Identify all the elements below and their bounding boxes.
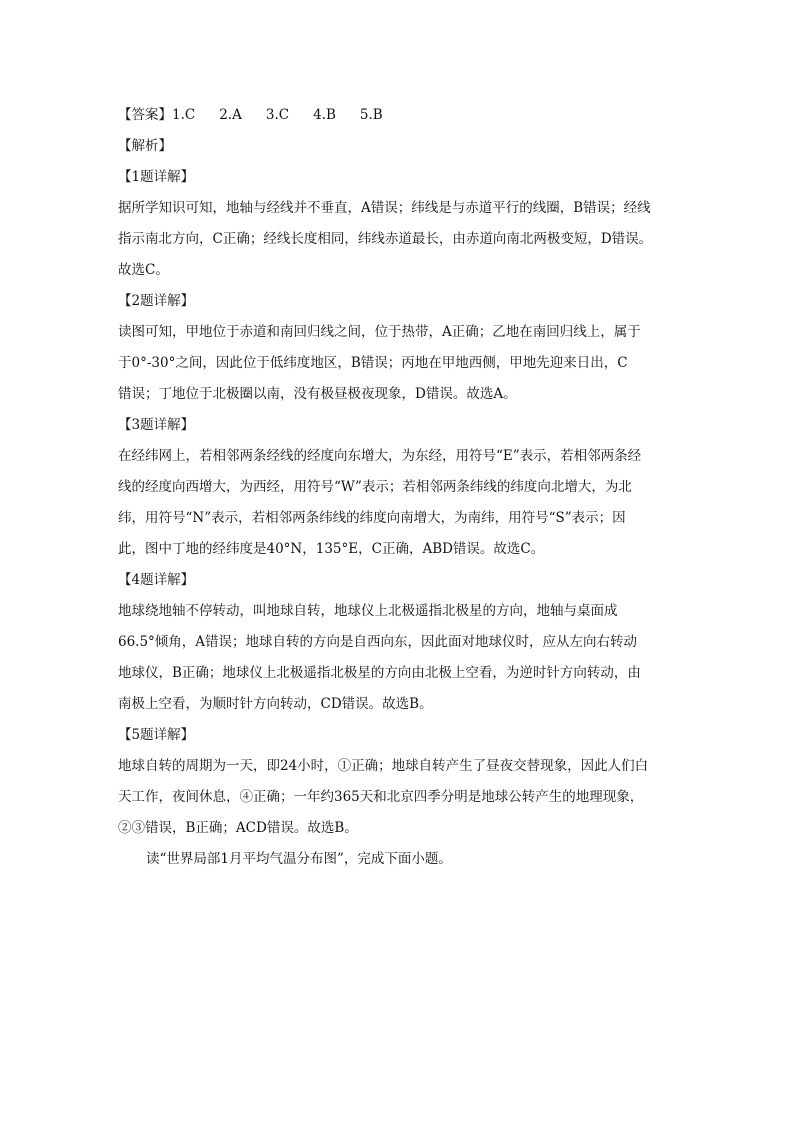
answer-item: 1.C: [172, 107, 196, 123]
paragraph-line: 在经纬网上，若相邻两条经线的经度向东增大，为东经，用符号“E”表示，若相邻两条经: [118, 448, 642, 464]
paragraph-line: 66.5°倾角，A错误；地球自转的方向是自西向东，因此面对地球仪时，应从左向右转动: [118, 634, 638, 650]
section-heading: 【2题详解】: [118, 293, 195, 309]
paragraph-line: ②③错误，B正确；ACD错误。故选B。: [118, 820, 358, 836]
analysis-heading: 【解析】: [118, 138, 172, 154]
answer-item: 5.B: [359, 107, 383, 123]
answer-content: [118, 100, 678, 875]
paragraph-line: 错误；丁地位于北极圈以南，没有极昼极夜现象，D错误。故选A。: [118, 386, 517, 402]
section-heading: 【1题详解】: [118, 169, 195, 185]
section-2: [118, 286, 678, 410]
section-heading: 【3题详解】: [118, 417, 195, 433]
paragraph-line: 南极上空看，为顺时针方向转动，CD错误。故选B。: [118, 696, 433, 712]
answer-item: 2.A: [219, 107, 242, 123]
paragraph-line: 据所学知识可知，地轴与经线并不垂直，A错误；纬线是与赤道平行的线圈，B错误；经线: [118, 200, 651, 216]
section-1: [118, 162, 678, 286]
section-heading: 【4题详解】: [118, 572, 195, 588]
paragraph-line: 读图可知，甲地位于赤道和南回归线之间，位于热带，A正确；乙地在南回归线上，属于: [118, 324, 641, 340]
paragraph-line: 故选C。: [118, 262, 169, 278]
paragraph-line: 纬，用符号“N”表示，若相邻两条纬线的纬度向南增大，为南纬，用符号“S”表示；因: [118, 510, 626, 526]
next-question-prompt: 读“世界局部1月平均气温分布图”，完成下面小题。: [146, 851, 452, 867]
paragraph-line: 地球自转的周期为一天，即24小时，①正确；地球自转产生了昼夜交替现象，因此人们白: [118, 758, 649, 774]
paragraph-line: 指示南北方向，C正确；经线长度相同，纬线赤道最长，由赤道向南北两极变短，D错误。: [118, 231, 653, 247]
paragraph-line: 地球绕地轴不停转动，叫地球自转，地球仪上北极遥指北极星的方向，地轴与桌面成: [118, 603, 618, 619]
paragraph-line: 此，图中丁地的经纬度是40°N，135°E，C正确，ABD错误。故选C。: [118, 541, 545, 557]
paragraph-line: 于0°-30°之间，因此位于低纬度地区，B错误；丙地在甲地西侧，甲地先迎来日出，C: [118, 355, 628, 371]
answer-item: 3.C: [265, 107, 290, 123]
paragraph-line: 线的经度向西增大，为西经，用符号“W”表示；若相邻两条纬线的纬度向北增大，为北: [118, 479, 632, 495]
paragraph-line: 天工作，夜间休息，④正确；一年约365天和北京四季分明是地球公转产生的地理现象，: [118, 789, 644, 805]
section-3: [118, 410, 678, 565]
paragraph-line: 地球仪，B正确；地球仪上北极遥指北极星的方向由北极上空看，为逆时针方向转动，由: [118, 665, 641, 681]
section-heading: 【5题详解】: [118, 727, 195, 743]
section-4: [118, 565, 678, 720]
answer-label: 【答案】: [118, 107, 172, 123]
answer-item: 4.B: [313, 107, 336, 123]
section-5: [118, 720, 678, 844]
answer-line: [118, 100, 678, 131]
